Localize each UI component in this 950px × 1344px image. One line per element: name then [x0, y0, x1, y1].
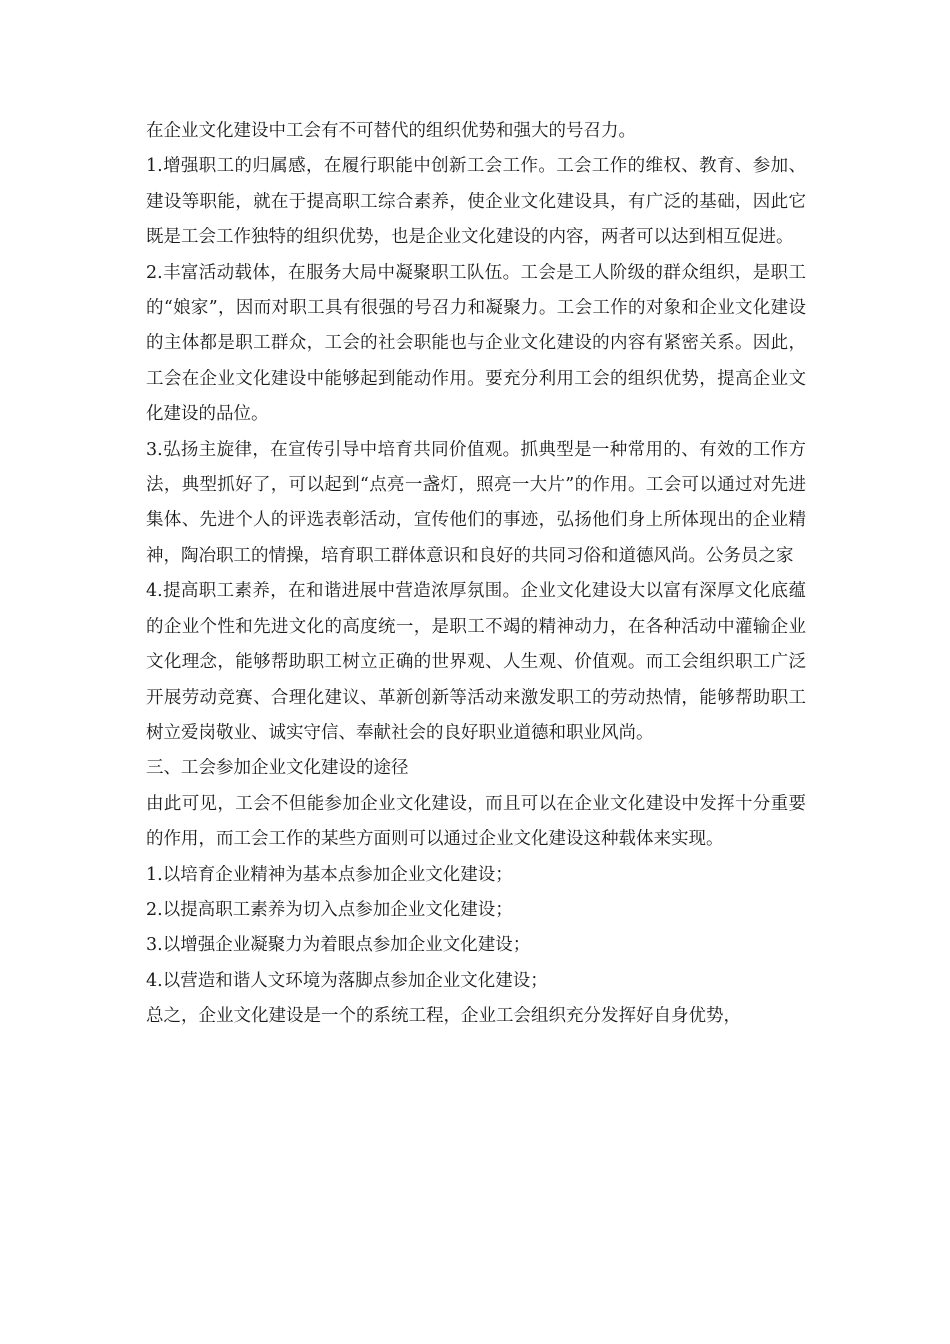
- paragraph-point-4: 4.提高职工素养，在和谐进展中营造浓厚氛围。企业文化建设大以富有深厚文化底蕴的企业个性和先进文化的高度统一，是职工不竭的精神动力，在各种活动中灌输企业文化理念，能够帮助职工树立正确的世界观、人生观、价值观。而工会组织职工广泛开展劳动竞赛、合理化建议、革新创新等活动来激发职工的劳动热情，能够帮助职工树立爱岗敬业、诚实守信、奉献社会的良好职业道德和职业风尚。: [146, 581, 806, 743]
- paragraph-intro: 在企业文化建设中工会有不可替代的组织优势和强大的号召力。: [146, 121, 636, 141]
- list-item-1: 1.以培育企业精神为基本点参加企业文化建设；: [146, 864, 513, 885]
- list-item-4: 4.以营造和谐人文环境为落脚点参加企业文化建设；: [146, 970, 548, 991]
- paragraph-conclusion: 总之，企业文化建设是一个的系统工程，企业工会组织充分发挥好自身优势，: [146, 1006, 741, 1027]
- document-body: [146, 114, 806, 1035]
- list-item-2: 2.以提高职工素养为切入点参加企业文化建设；: [146, 899, 513, 920]
- paragraph-point-1: 1.增强职工的归属感，在履行职能中创新工会工作。工会工作的维权、教育、参加、建设等职能，就在于提高职工综合素养，使企业文化建设具，有广泛的基础，因此它既是工会工作独特的组织优势，也是企业文化建设的内容，两者可以达到相互促进。: [146, 156, 806, 248]
- list-item-3: 3.以增强企业凝聚力为着眼点参加企业文化建设；: [146, 935, 531, 956]
- paragraph-point-2: 2.丰富活动载体，在服务大局中凝聚职工队伍。工会是工人阶级的群众组织，是职工的“娘家”，因而对职工具有很强的号召力和凝聚力。工会工作的对象和企业文化建设的主体都是职工群众，工会的社会职能也与企业文化建设的内容有紧密关系。因此，工会在企业文化建设中能够起到能动作用。要充分利用工会的组织优势，提高企业文化建设的品位。: [146, 262, 806, 425]
- section-heading-3: 三、工会参加企业文化建设的途径: [146, 758, 409, 779]
- paragraph-point-3: 3.弘扬主旋律，在宣传引导中培育共同价值观。抓典型是一种常用的、有效的工作方法，典型抓好了，可以起到“点亮一盏灯，照亮一大片”的作用。工会可以通过对先进集体、先进个人的评选表彰活动，宣传他们的事迹，弘扬他们身上所体现出的企业精神，陶冶职工的情操，培育职工群体意识和良好的共同习俗和道德风尚。公务员之家: [146, 439, 806, 566]
- paragraph-section-intro: 由此可见，工会不但能参加企业文化建设，而且可以在企业文化建设中发挥十分重要的作用，而工会工作的某些方面则可以通过企业文化建设这种载体来实现。: [146, 793, 806, 850]
